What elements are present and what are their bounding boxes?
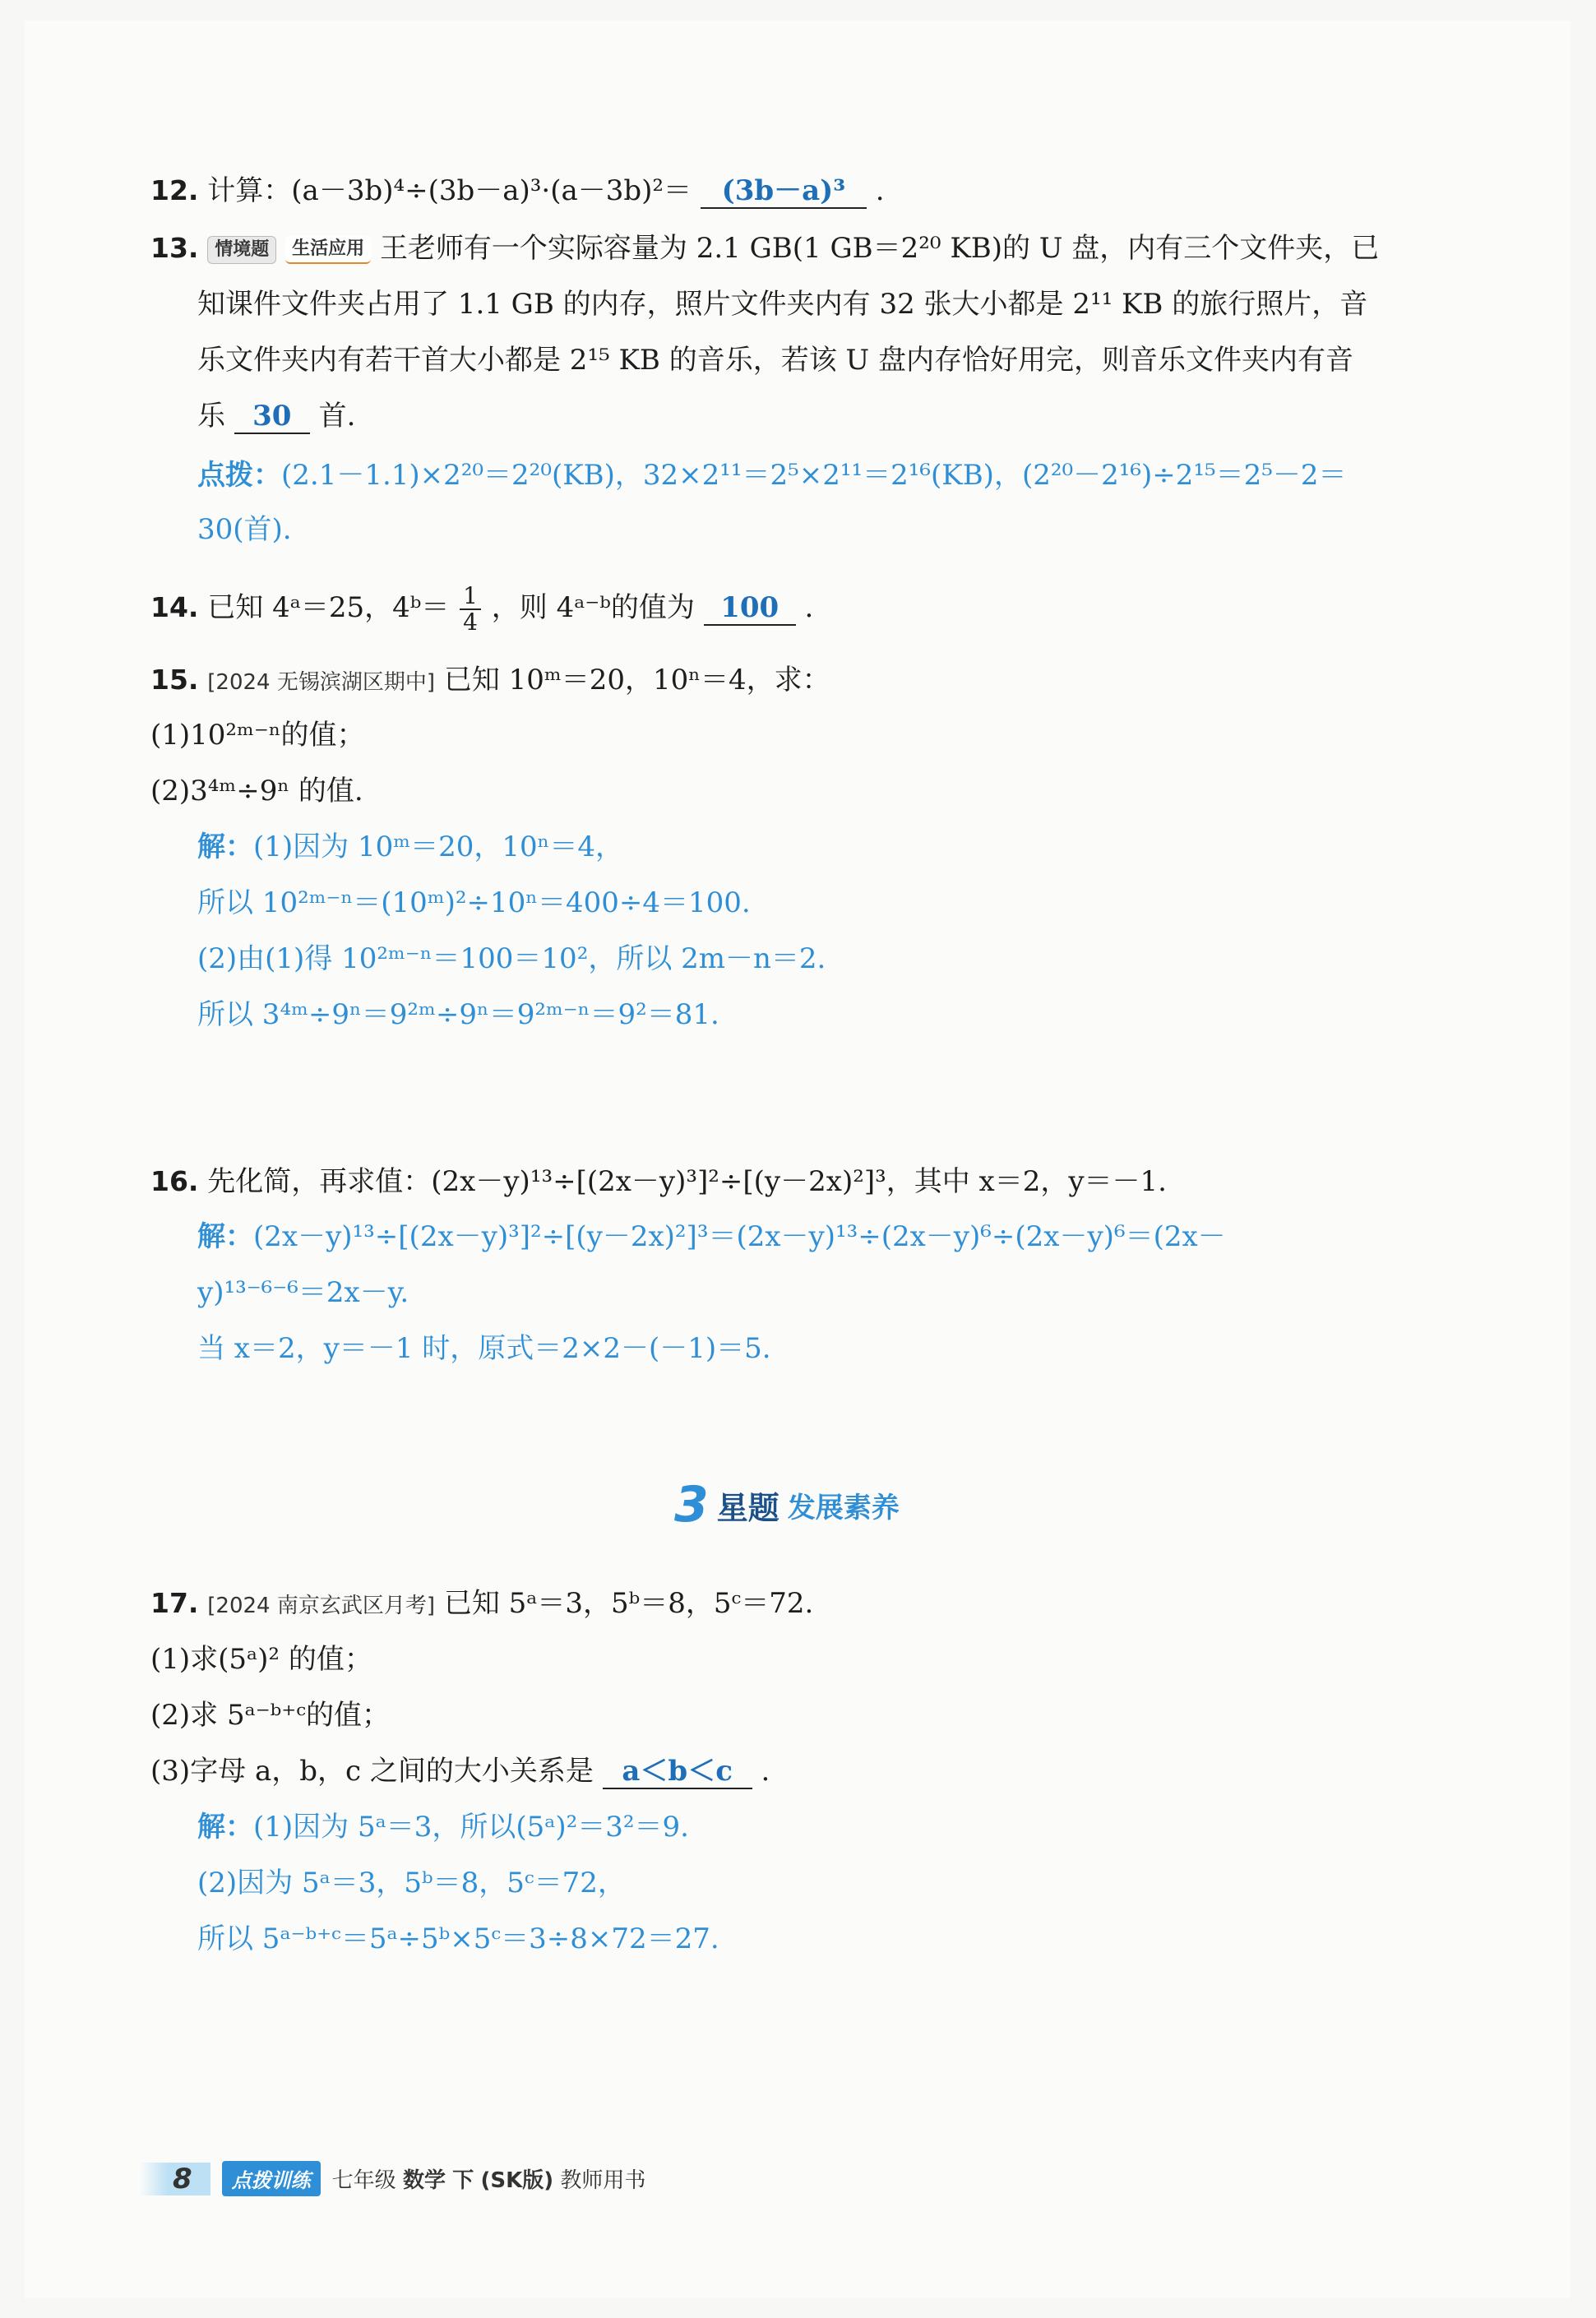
teacher-note: 教师用书 xyxy=(560,2168,646,2193)
question-number: 17. xyxy=(150,1587,199,1619)
question-text: ，则 4ᵃ⁻ᵇ的值为 xyxy=(491,591,695,624)
answer-blank: a＜b＜c xyxy=(603,1755,752,1789)
hint-line-2: 30(首). xyxy=(197,513,292,546)
question-number: 14. xyxy=(150,591,199,623)
section-title: 星题 xyxy=(716,1489,779,1526)
brand-logo: 点拨训练 xyxy=(222,2161,321,2196)
punctuation: . xyxy=(875,174,885,207)
question-17 xyxy=(150,1585,813,1624)
page-footer xyxy=(140,2161,645,2196)
question-13-line-2: 知课件文件夹占用了 1.1 GB 的内存，照片文件夹内有 32 张大小都是 2¹¹ KB 的旅行照片，音 xyxy=(197,288,1368,321)
text: 乐 xyxy=(197,400,225,433)
scenario-tag: 情境题 xyxy=(207,236,276,264)
question-13-line-1 xyxy=(150,230,1379,266)
source-label: [2024 无锡滨湖区期中] xyxy=(207,670,436,695)
question-number: 13. xyxy=(150,232,199,264)
book-info xyxy=(332,2163,646,2194)
application-tag: 生活应用 xyxy=(285,236,371,264)
hint-line-1 xyxy=(197,457,1347,493)
solution-15-line-1 xyxy=(197,829,623,865)
subject: 数学 xyxy=(402,2168,446,2193)
question-text: (3)字母 a，b，c 之间的大小关系是 xyxy=(150,1755,594,1788)
numerator: 1 xyxy=(460,584,481,610)
solution-17-line-3: 所以 5ᵃ⁻ᵇ⁺ᶜ＝5ᵃ÷5ᵇ×5ᶜ＝3÷8×72＝27. xyxy=(197,1922,719,1955)
page-number: 8 xyxy=(140,2163,210,2195)
question-17-part-2: (2)求 5ᵃ⁻ᵇ⁺ᶜ的值； xyxy=(150,1699,390,1732)
question-16 xyxy=(150,1164,1167,1200)
fraction xyxy=(460,584,481,635)
solution-17-line-1 xyxy=(197,1809,689,1845)
text: 首. xyxy=(318,400,356,433)
punctuation: . xyxy=(804,591,814,624)
volume: 下 xyxy=(452,2168,474,2193)
solution-17-line-2: (2)因为 5ᵃ＝3，5ᵇ＝8，5ᶜ＝72， xyxy=(197,1867,626,1899)
solution-label: 解： xyxy=(197,1811,253,1844)
question-15-part-1: (1)10²ᵐ⁻ⁿ的值； xyxy=(150,719,365,752)
section-number: 3 xyxy=(674,1476,709,1534)
answer-blank: (3b－a)³ xyxy=(701,174,867,209)
question-13-line-3: 乐文件夹内有若干首大小都是 2¹⁵ KB 的音乐，若该 U 盘内存恰好用完，则音乐文件夹内有音 xyxy=(197,344,1353,377)
question-15-part-2: (2)3⁴ᵐ÷9ⁿ 的值. xyxy=(150,775,363,807)
answer-blank: 30 xyxy=(234,400,310,434)
question-text: 王老师有一个实际容量为 2.1 GB(1 GB＝2²⁰ KB)的 U 盘，内有三个文件夹，已 xyxy=(379,232,1380,265)
question-17-part-1: (1)求(5ᵃ)² 的值； xyxy=(150,1643,372,1676)
question-number: 16. xyxy=(150,1165,199,1197)
solution-text: (1)因为 10ᵐ＝20，10ⁿ＝4， xyxy=(253,831,623,863)
source-label: [2024 南京玄武区月考] xyxy=(207,1594,436,1618)
section-header xyxy=(674,1476,900,1534)
solution-15-line-4: 所以 3⁴ᵐ÷9ⁿ＝9²ᵐ÷9ⁿ＝9²ᵐ⁻ⁿ＝9²＝81. xyxy=(197,998,719,1031)
solution-16-line-3: 当 x＝2，y＝－1 时，原式＝2×2－(－1)＝5. xyxy=(197,1332,771,1365)
question-14 xyxy=(150,584,813,635)
solution-label: 解： xyxy=(197,831,253,863)
solution-label: 解： xyxy=(197,1220,253,1253)
grade: 七年级 xyxy=(331,2168,396,2193)
question-13-line-4 xyxy=(197,398,355,434)
answer-blank: 100 xyxy=(704,591,796,626)
punctuation: . xyxy=(761,1755,770,1788)
edition: (SK版) xyxy=(480,2168,554,2193)
question-text: 计算：(a－3b)⁴÷(3b－a)³·(a－3b)²＝ xyxy=(207,174,692,207)
section-subtitle: 发展素养 xyxy=(787,1491,900,1525)
hint-text: (2.1－1.1)×2²⁰＝2²⁰(KB)，32×2¹¹＝2⁵×2¹¹＝2¹⁶(KB)，(2²⁰－2¹⁶)÷2¹⁵＝2⁵－2＝ xyxy=(281,459,1347,492)
hint-label: 点拨： xyxy=(197,459,281,492)
question-text: 先化简，再求值：(2x－y)¹³÷[(2x－y)³]²÷[(y－2x)²]³，其中 x＝2，y＝－1. xyxy=(207,1165,1167,1198)
denominator: 4 xyxy=(463,608,478,636)
question-15 xyxy=(150,662,830,701)
solution-16-line-1 xyxy=(197,1219,1226,1255)
solution-15-line-3: (2)由(1)得 10²ᵐ⁻ⁿ＝100＝10²，所以 2m－n＝2. xyxy=(197,942,826,975)
question-text: 已知 4ᵃ＝25，4ᵇ＝ xyxy=(207,591,450,624)
solution-15-line-2: 所以 10²ᵐ⁻ⁿ＝(10ᵐ)²÷10ⁿ＝400÷4＝100. xyxy=(197,886,751,919)
solution-text: (1)因为 5ᵃ＝3，所以(5ᵃ)²＝3²＝9. xyxy=(253,1811,689,1844)
question-17-part-3 xyxy=(150,1753,770,1789)
question-number: 15. xyxy=(150,664,199,696)
solution-text: (2x－y)¹³÷[(2x－y)³]²÷[(y－2x)²]³＝(2x－y)¹³÷(2x－y)⁶÷(2x－y)⁶＝(2x－ xyxy=(253,1220,1226,1253)
question-text: 已知 10ᵐ＝20，10ⁿ＝4，求： xyxy=(443,664,830,696)
question-text: 已知 5ᵃ＝3，5ᵇ＝8，5ᶜ＝72. xyxy=(443,1587,814,1620)
solution-16-line-2: y)¹³⁻⁶⁻⁶＝2x－y. xyxy=(197,1276,409,1309)
question-number: 12. xyxy=(150,174,199,206)
question-12 xyxy=(150,173,885,209)
